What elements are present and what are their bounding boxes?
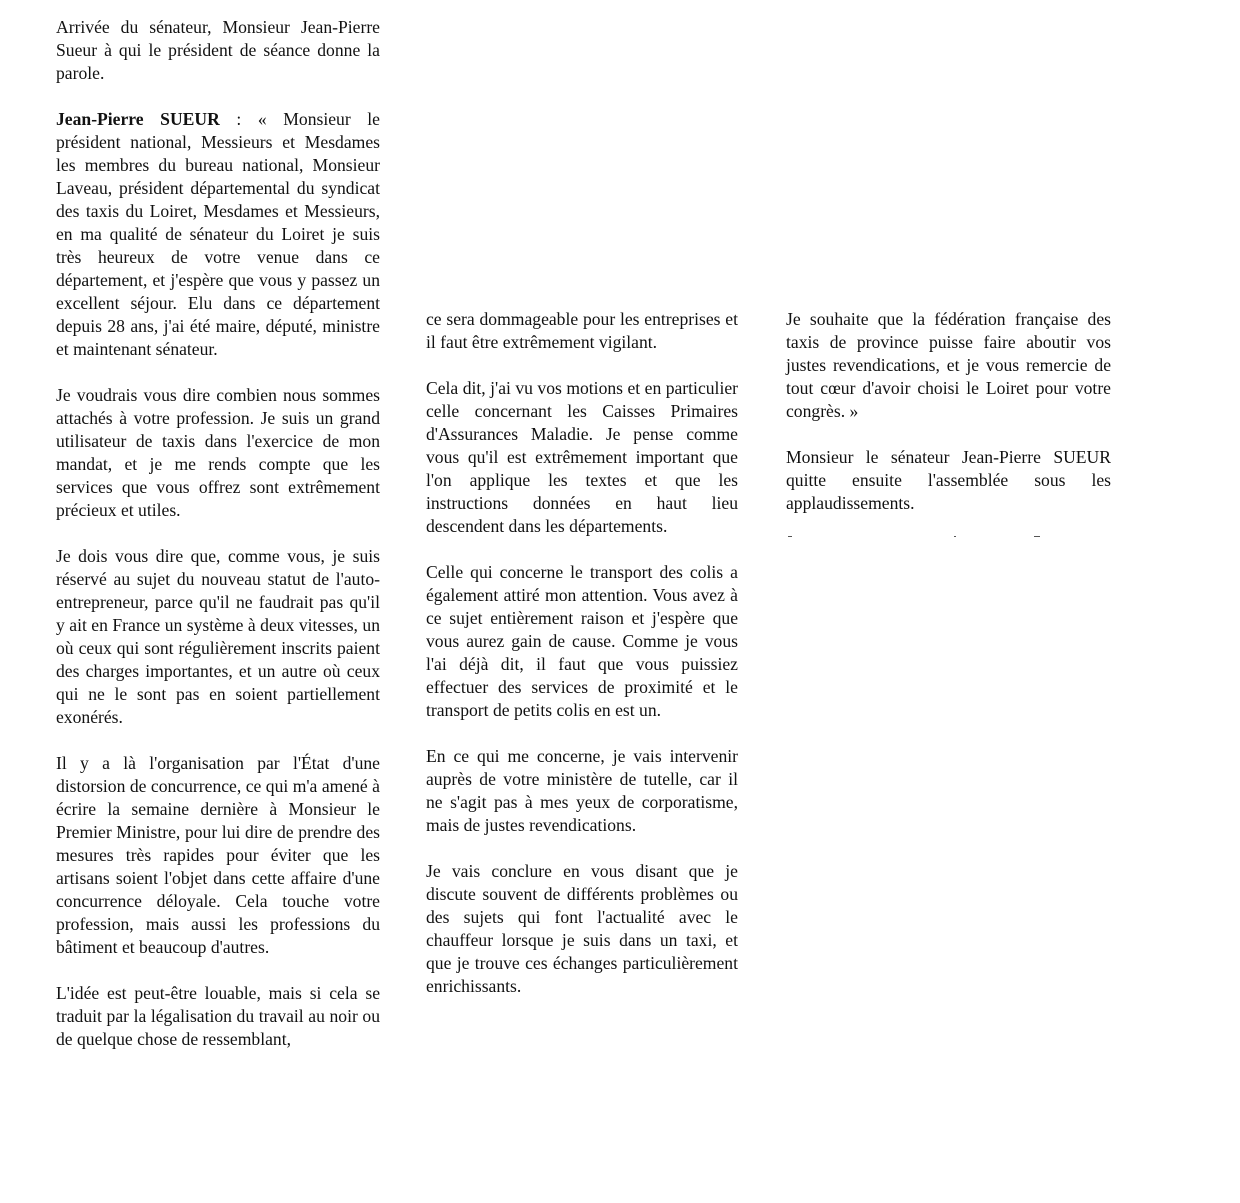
speaker-name: Jean-Pierre SUEUR xyxy=(56,109,220,129)
middle-column xyxy=(426,308,738,1021)
paragraph-text: Il y a là l'organisation par l'État d'une distorsion de concurrence, ce qui m'a amené à écrire la semaine dernière à Monsieur le Premier Ministre, pour lui dire de prendre des mesures très rapides pour éviter que les artisans soient l'objet dans cette affaire d'une concurrence déloyale. Cela touche votre profession, mais aussi les professions du bâtiment et beaucoup d'autres. xyxy=(56,753,380,957)
paragraph xyxy=(426,377,738,538)
paragraph xyxy=(426,860,738,998)
paragraph-text: Je dois vous dire que, comme vous, je suis réservé au sujet du nouveau statut de l'auto-entrepreneur, parce qu'il ne faudrait pas qu'il y ait en France un système à deux vitesses, un où ceux qui sont régulièrement inscrits paient des charges importantes, et un autre où ceux qui ne le sont pas en soient partiellement exonérés. xyxy=(56,546,380,727)
paragraph xyxy=(56,752,380,959)
paragraph xyxy=(426,308,738,354)
scan-artifacts xyxy=(786,536,1046,542)
paragraph-text: Monsieur le sénateur Jean-Pierre SUEUR quitte ensuite l'assemblée sous les applaudissements. xyxy=(786,447,1111,513)
paragraph xyxy=(426,745,738,837)
paragraph-text: Celle qui concerne le transport des colis a également attiré mon attention. Vous avez à ce sujet entièrement raison et j'espère que vous aurez gain de cause. Comme je vous l'ai déjà dit, il faut que vous puissiez effectuer des services de proximité et le transport de petits colis en est un. xyxy=(426,562,738,720)
paragraph-text: En ce qui me concerne, je vais intervenir auprès de votre ministère de tutelle, car il ne s'agit pas à mes yeux de corporatisme, mais de justes revendications. xyxy=(426,746,738,835)
paragraph xyxy=(56,982,380,1051)
paragraph xyxy=(426,561,738,722)
paragraph-text: Je voudrais vous dire combien nous sommes attachés à votre profession. Je suis un grand utilisateur de taxis dans l'exercice de mon mandat, et je me rends compte que les services que vous offrez sont extrêmement précieux et utiles. xyxy=(56,385,380,520)
scan-speck xyxy=(788,536,792,537)
right-column xyxy=(786,308,1111,538)
paragraph xyxy=(56,384,380,522)
scan-speck xyxy=(1034,536,1040,537)
paragraph-text: Cela dit, j'ai vu vos motions et en particulier celle concernant les Caisses Primaires d'Assurances Maladie. Je pense comme vous qu'il est extrêmement important que l'on applique les textes et que les instructions données en haut lieu descendent dans les départements. xyxy=(426,378,738,536)
paragraph xyxy=(56,108,380,361)
paragraph xyxy=(56,545,380,729)
paragraph-text: L'idée est peut-être louable, mais si cela se traduit par la légalisation du travail au noir ou de quelque chose de ressemblant, xyxy=(56,983,380,1049)
paragraph xyxy=(786,446,1111,515)
left-column xyxy=(56,16,380,1074)
paragraph-text: : « Monsieur le président national, Messieurs et Mesdames les membres du bureau national, Monsieur Laveau, président départemental du syndicat des taxis du Loiret, Mesdames et Messieurs, en ma qualité de sénateur du Loiret je suis très heureux de votre venue dans ce département, et j'espère que vous y passez un excellent séjour. Elu dans ce département depuis 28 ans, j'ai été maire, député, ministre et maintenant sénateur. xyxy=(56,109,380,359)
paragraph xyxy=(56,16,380,85)
paragraph xyxy=(786,308,1111,423)
paragraph-text: Arrivée du sénateur, Monsieur Jean-Pierre Sueur à qui le président de séance donne la parole. xyxy=(56,17,380,83)
paragraph-text: Je vais conclure en vous disant que je discute souvent de différents problèmes ou des sujets qui font l'actualité avec le chauffeur lorsque je suis dans un taxi, et que je trouve ces échanges particulièrement enrichissants. xyxy=(426,861,738,996)
paragraph-text: Je souhaite que la fédération française des taxis de province puisse faire aboutir vos justes revendications, et je vous remercie de tout cœur d'avoir choisi le Loiret pour votre congrès. » xyxy=(786,309,1111,421)
scan-speck xyxy=(954,536,956,537)
paragraph-text: ce sera dommageable pour les entreprises et il faut être extrêmement vigilant. xyxy=(426,309,738,352)
